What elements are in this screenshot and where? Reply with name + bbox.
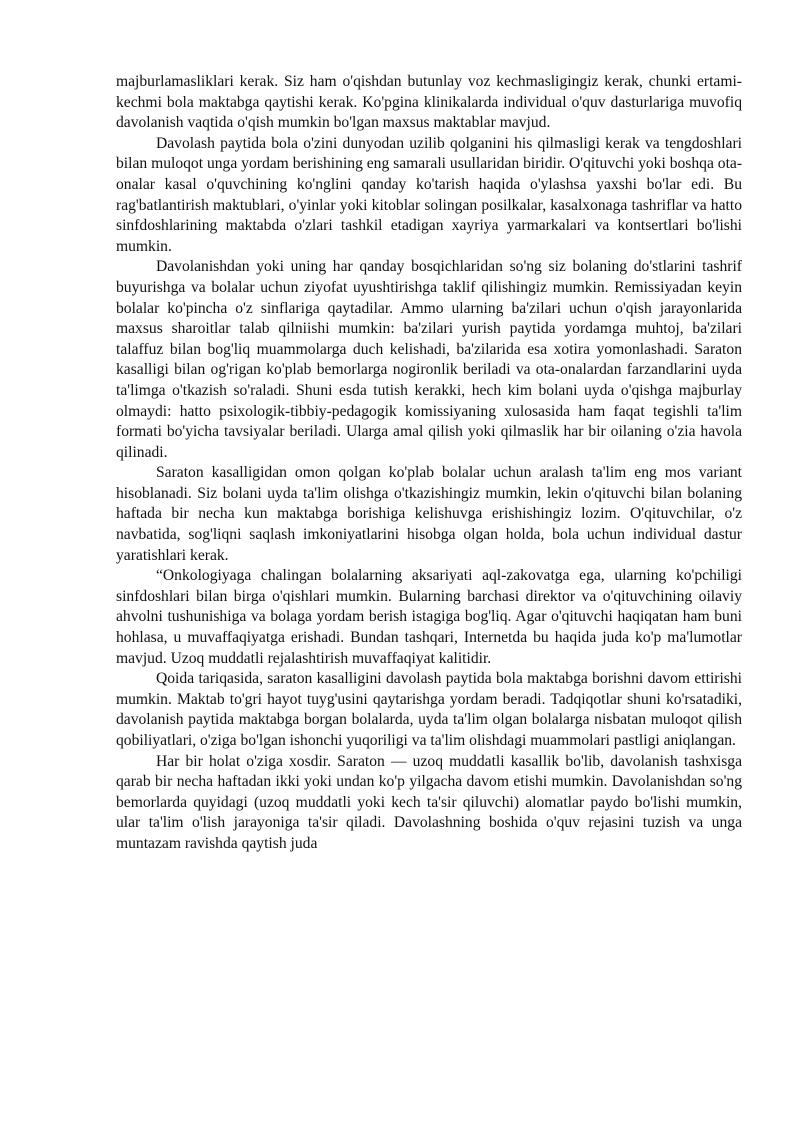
paragraph-2: Davolash paytida bola o'zini dunyodan uzilib qolganini his qilmasligi kerak va tengdoshlari bilan muloqot unga yordam berishining eng samarali usullaridan biridir. O'qituvchi yoki boshqa ota-onalar kasal o'quvchining ko'nglini qanday ko'tarish haqida o'ylashsa yaxshi bo'lar edi. Bu rag'batlantirish maktublari, o'yinlar yoki kitoblar solingan posilkalar, kasalxonaga tashriflar va hatto sinfdoshlarining maktabda o'zlari tashkil etadigan xayriya yarmarkalari va kontsertlari bo'lishi mumkin. — [116, 134, 743, 255]
paragraph-3: Davolanishdan yoki uning har qanday bosqichlaridan so'ng siz bolaning do'stlarini tashrif buyurishga va bolalar uchun ziyofat uyushtirishga taklif qilishingiz mumkin. Remissiyadan keyin bolalar ko'pincha o'z sinflariga qaytadilar. Ammo ularning ba'zilari uchun o'qish jarayonlarida maxsus sharoitlar talab qilniishi mumkin: ba'zilari yurish paytida yordamga muhtoj, ba'zilari talaffuz bilan bog'liq muammolarga duch kelishadi, ba'zilarida esa xotira yomonlashadi. Saraton kasalligi bilan og'rigan ko'plab bemorlarga nogironlik beriladi va ota-onalardan farzandlarini uyda ta'limga o'tkazish so'raladi. Shuni esda tutish kerakki, hech kim bolani uyda o'qishga majburlay olmaydi: hatto psixologik-tibbiy-pedagogik komissiyaning xulosasida ham faqat tegishli ta'lim formati bo'yicha tavsiyalar beriladi. Ularga amal qilish yoki qilmaslik har bir oilaning o'zia havola qilinadi. — [116, 258, 742, 461]
paragraph-6: Qoida tariqasida, saraton kasalligini davolash paytida bola maktabga borishni davom ettirishi mumkin. Maktab to'gri hayot tuyg'usini qaytarishga yordam beradi. Tadqiqotlar shuni ko'rsatadiki, davolanish paytida maktabga borgan bolalarda, uyda ta'lim olgan bolalarga nisbatan muloqot qilish qobiliyatlari, o'ziga bo'lgan ishonchi yuqoriligi va ta'lim olishdagi muammolari pastligi aniqlangan. — [116, 670, 742, 749]
paragraph-1: majburlamasliklari kerak. Siz ham o'qishdan butunlay voz kechmasligingiz kerak, chunki ertami-kechmi bola maktabga qaytishi kerak. Ko'pgina klinikalarda individual o'quv dasturlariga muvofiq davolanish vaqtida o'qish mumkin bo'lgan maxsus maktablar mavjud. — [116, 73, 742, 132]
paragraph-7: Har bir holat o'ziga xosdir. Saraton — uzoq muddatli kasallik bo'lib, davolanish tashxisga qarab bir necha haftadan ikki yoki undan ko'p yilgacha davom etishi mumkin. Davolanishdan so'ng bemorlarda quyidagi (uzoq muddatli yoki kech ta'sir qiluvchi) alomatlar paydo bo'lishi mumkin, ular ta'lim o'lish jarayoniga ta'sir qiladi. Davolashning boshida o'quv rejasini tuzish va unga muntazam ravishda qaytish juda — [116, 752, 742, 852]
document-page — [116, 72, 742, 855]
paragraph-5: “Onkologiyaga chalingan bolalarning aksariyati aql-zakovatga ega, ularning ko'pchiligi sinfdoshlari bilan birga o'qishlari mumkin. Bularning barchasi direktor va o'qituvchining oilaviy ahvolni tushunishiga va bolaga yordam berish istagiga bog'liq. Agar o'qituvchi haqiqatan ham buni hohlasa, u muvaffaqiyatga erishadi. Bundan tashqari, Internetda bu haqida juda ko'p ma'lumotlar mavjud. Uzoq muddatli rejalashtirish muvaffaqiyat kalitidir. — [116, 567, 742, 667]
paragraph-4: Saraton kasalligidan omon qolgan ko'plab bolalar uchun aralash ta'lim eng mos variant hisoblanadi. Siz bolani uyda ta'lim olishga o'tkazishingiz mumkin, lekin o'qituvchi bilan bolaning haftada bir necha kun maktabga borishiga kelishuvga erishishingiz lozim. O'qituvchilar, o'z navbatida, sog'liqni saqlash imkoniyatlarini hisobga olgan holda, bola uchun individual dastur yaratishlari kerak. — [116, 464, 742, 564]
